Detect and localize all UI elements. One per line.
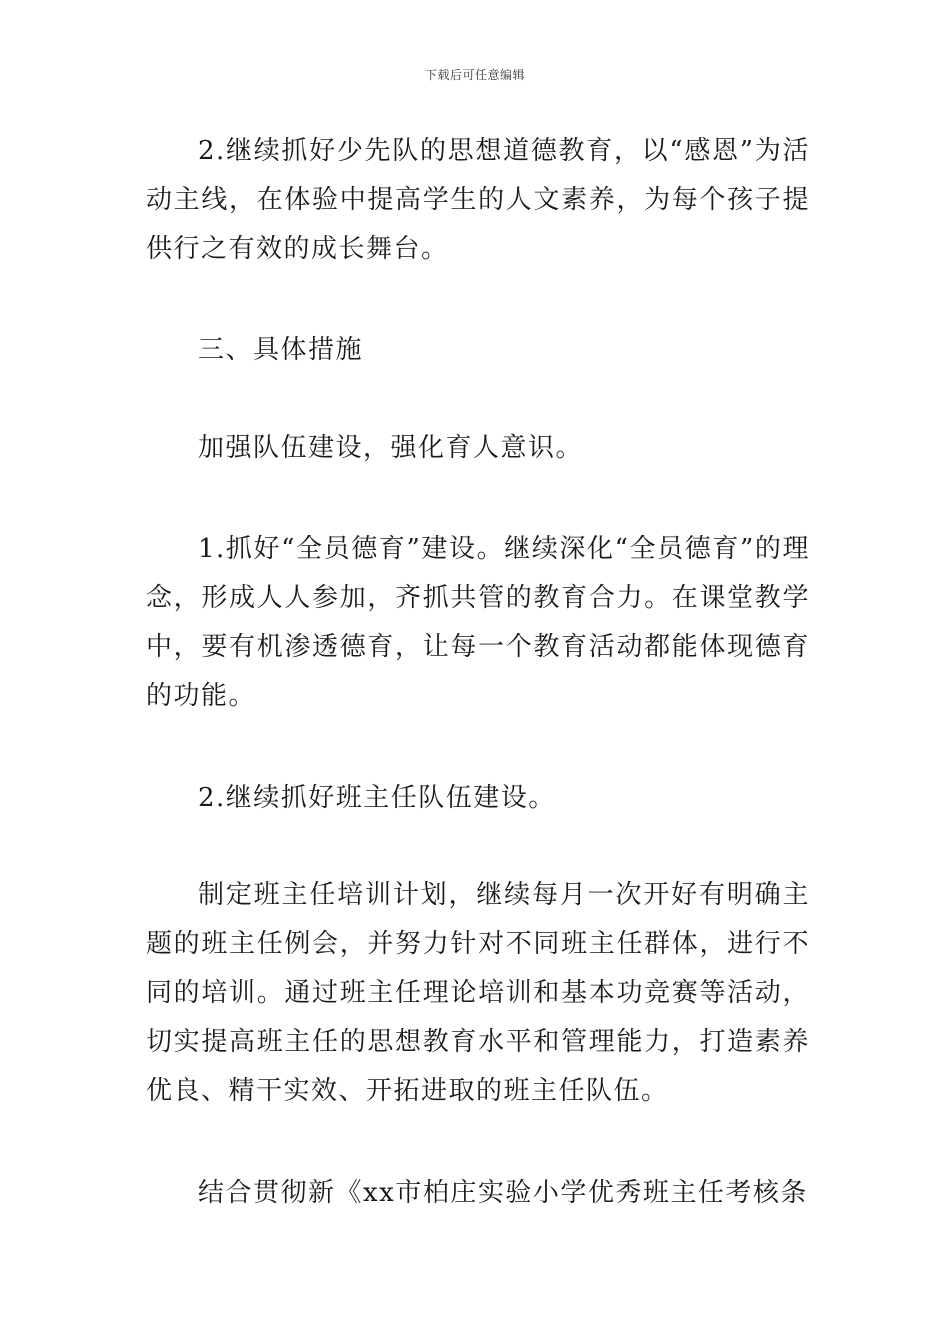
paragraph-team-building: 加强队伍建设，强化育人意识。	[198, 433, 584, 463]
paragraph-assessment: 结合贯彻新《xx市柏庄实验小学优秀班主任考核条	[198, 1178, 808, 1208]
section-heading-measures: 三、具体措施	[198, 335, 364, 365]
paragraph-moral-education: 2.继续抓好少先队的思想道德教育，以“感恩”为活动主线，在体验中提高学生的人文素养，为每个孩子提供行之有效的成长舞台。	[146, 136, 810, 264]
page-header-note: 下载后可任意编辑	[424, 68, 525, 82]
paragraph-training-plan: 制定班主任培训计划，继续每月一次开好有明确主题的班主任例会，并努力针对不同班主任群体，进行不同的培训。通过班主任理论培训和基本功竞赛等活动，切实提高班主任的思想教育水平和管理能力，打造素养优良、精干实效、开拓进取的班主任队伍。	[146, 880, 810, 1106]
paragraph-class-teacher-team: 2.继续抓好班主任队伍建设。	[198, 783, 556, 813]
paragraph-all-staff-moral-education: 1.抓好“全员德育”建设。继续深化“全员德育”的理念，形成人人参加，齐抓共管的教育合力。在课堂教学中，要有机渗透德育，让每一个教育活动都能体现德育的功能。	[146, 534, 810, 711]
